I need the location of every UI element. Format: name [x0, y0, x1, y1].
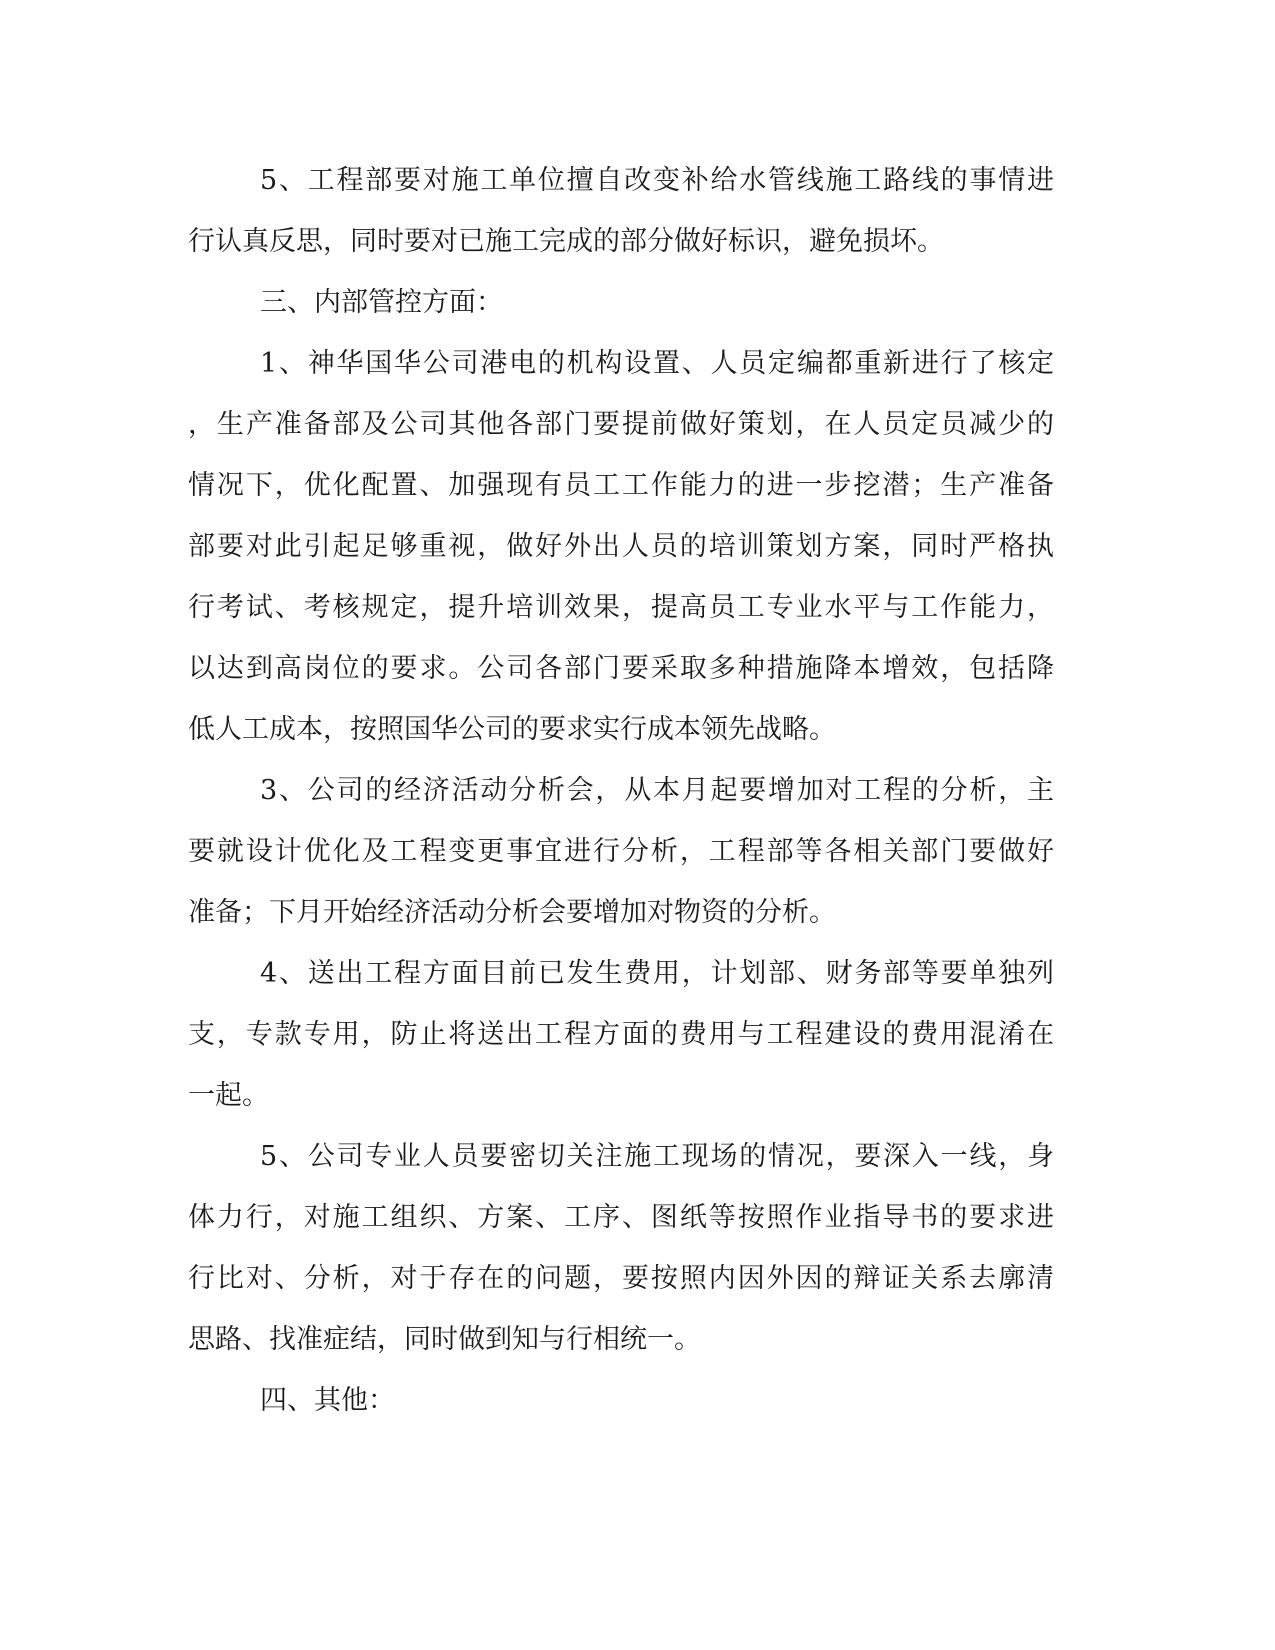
text-line: 行比对、分析，对于存在的问题，要按照内因外因的辩证关系去廓清: [188, 1263, 1054, 1294]
text-line: 以达到高岗位的要求。公司各部门要采取多种措施降本增效，包括降: [188, 653, 1054, 684]
text-line: 情况下，优化配置、加强现有员工工作能力的进一步挖潜；生产准备: [188, 470, 1054, 501]
text-line: 4、送出工程方面目前已发生费用，计划部、财务部等要单独列: [260, 958, 1054, 989]
text-line: 思路、找准症结，同时做到知与行相统一。: [188, 1324, 701, 1355]
text-line: 行认真反思，同时要对已施工完成的部分做好标识，避免损坏。: [188, 226, 944, 257]
paragraph: [188, 333, 1054, 760]
paragraph: [188, 943, 1054, 1126]
text-line: ，生产准备部及公司其他各部门要提前做好策划，在人员定员减少的: [188, 409, 1054, 440]
text-line: 支，专款专用，防止将送出工程方面的费用与工程建设的费用混淆在: [188, 1019, 1054, 1050]
text-line: 要就设计优化及工程变更事宜进行分析，工程部等各相关部门要做好: [188, 836, 1054, 867]
text-line: 5、公司专业人员要密切关注施工现场的情况，要深入一线，身: [260, 1141, 1054, 1172]
text-line: 3、公司的经济活动分析会，从本月起要增加对工程的分析，主: [260, 775, 1054, 806]
text-line: 低人工成本，按照国华公司的要求实行成本领先战略。: [188, 714, 836, 745]
paragraph: [188, 150, 1054, 272]
paragraph: [188, 1126, 1054, 1370]
section-heading: [188, 272, 1054, 333]
text-line: 1、神华国华公司港电的机构设置、人员定编都重新进行了核定: [260, 348, 1054, 379]
text-line: 5、工程部要对施工单位擅自改变补给水管线施工路线的事情进: [260, 165, 1054, 196]
text-line: 准备；下月开始经济活动分析会要增加对物资的分析。: [188, 897, 836, 928]
text-line: 行考试、考核规定，提升培训效果，提高员工专业水平与工作能力，: [188, 592, 1054, 623]
section-heading: [188, 1370, 1054, 1431]
document-body: [188, 150, 1054, 1431]
heading-text: 三、内部管控方面：: [260, 287, 503, 318]
text-line: 部要对此引起足够重视，做好外出人员的培训策划方案，同时严格执: [188, 531, 1054, 562]
paragraph: [188, 760, 1054, 943]
text-line: 一起。: [188, 1080, 269, 1111]
heading-text: 四、其他：: [260, 1385, 395, 1416]
text-line: 体力行，对施工组织、方案、工序、图纸等按照作业指导书的要求进: [188, 1202, 1054, 1233]
